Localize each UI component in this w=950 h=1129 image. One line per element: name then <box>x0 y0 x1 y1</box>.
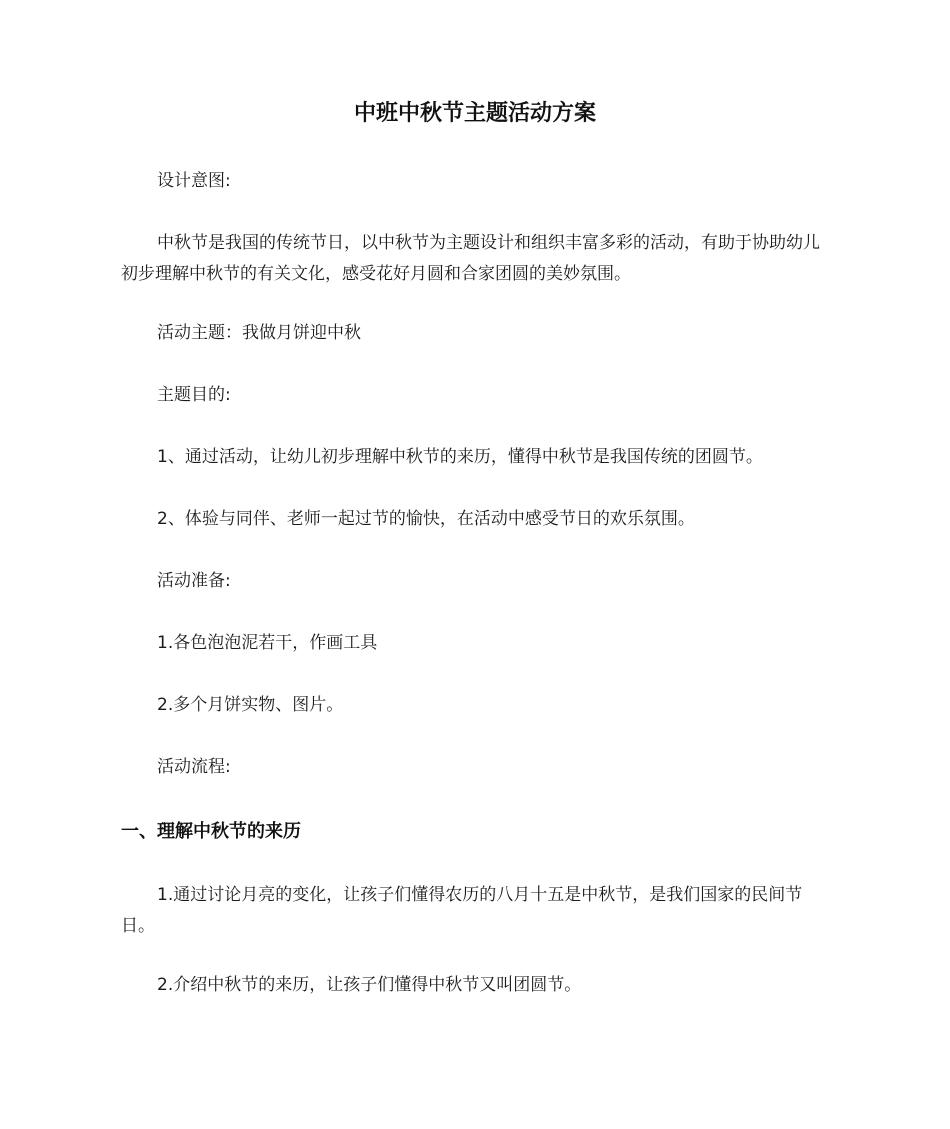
section-heading: 一、理解中秋节的来历 <box>121 821 301 842</box>
paragraph-activity-theme: 活动主题：我做月饼迎中秋 <box>157 323 361 343</box>
paragraph-section-item-1: 1.通过讨论月亮的变化，让孩子们懂得农历的八月十五是中秋节，是我们国家的民间节日。 <box>121 885 803 936</box>
paragraph-preparation-2: 2.多个月饼实物、图片。 <box>157 695 344 715</box>
paragraph-design-intent-label: 设计意图: <box>157 171 231 191</box>
paragraph-goal-2: 2、体验与同伴、老师一起过节的愉快，在活动中感受节日的欢乐氛围。 <box>157 509 695 529</box>
document-title: 中班中秋节主题活动方案 <box>353 101 596 126</box>
paragraph-process-label: 活动流程: <box>157 757 231 777</box>
paragraph-design-intent: 中秋节是我国的传统节日，以中秋节为主题设计和组织丰富多彩的活动，有助于协助幼儿初步理解中秋节的有关文化，感受花好月圆和合家团圆的美妙氛围。 <box>121 233 820 284</box>
paragraph-section-item-2: 2.介绍中秋节的来历，让孩子们懂得中秋节又叫团圆节。 <box>157 975 582 995</box>
paragraph-goal-1: 1、通过活动，让幼儿初步理解中秋节的来历，懂得中秋节是我国传统的团圆节。 <box>157 447 763 467</box>
paragraph-preparation-1: 1.各色泡泡泥若干，作画工具 <box>157 633 378 653</box>
paragraph-goals-label: 主题目的: <box>157 385 231 405</box>
paragraph-preparation-label: 活动准备: <box>157 571 231 591</box>
